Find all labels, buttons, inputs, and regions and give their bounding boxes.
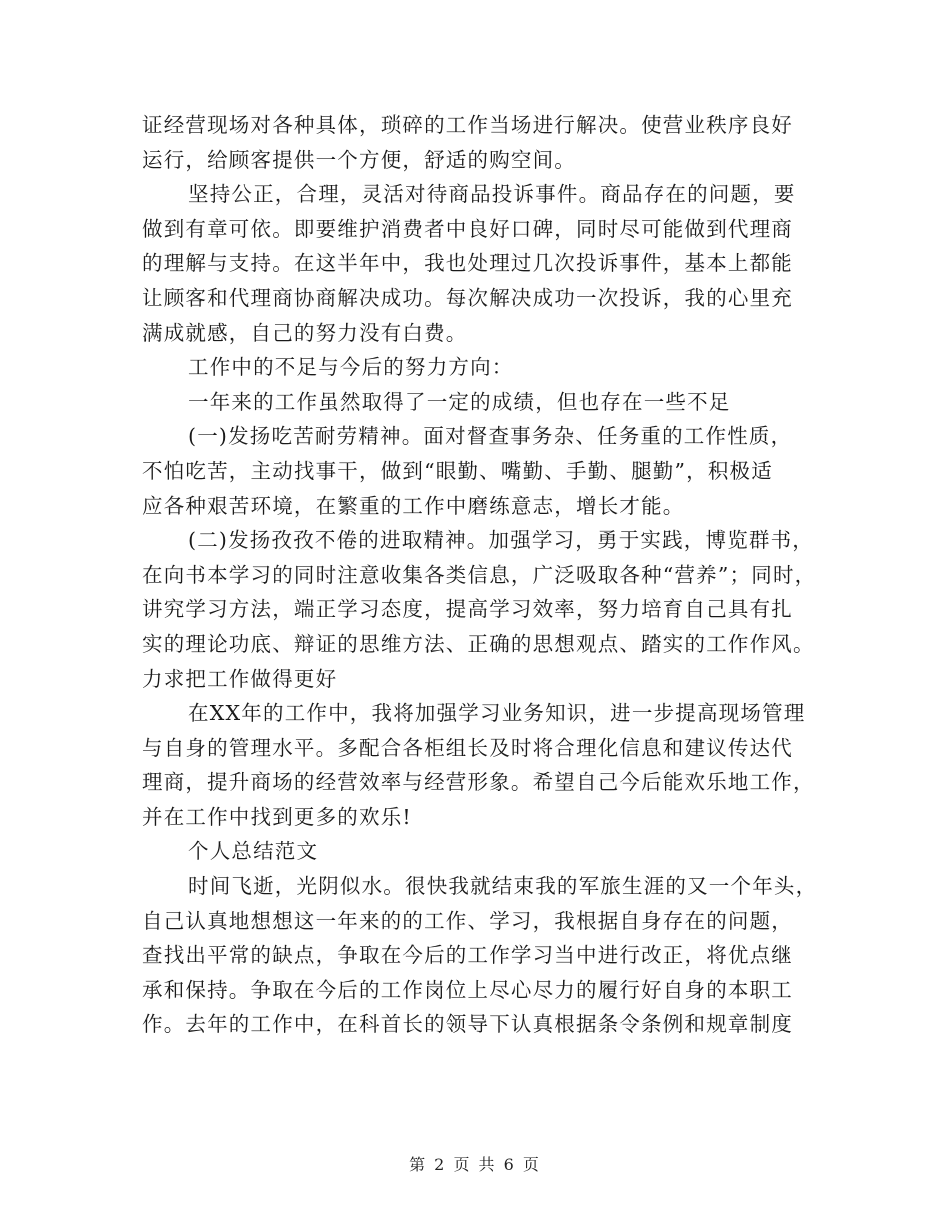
text-line: 不怕吃苦，主动找事干，做到“眼勤、嘴勤、手勤、腿勤”，积极适 bbox=[142, 458, 773, 483]
text-line: 理商，提升商场的经营效率与经营形象。希望自己今后能欢乐地工作， bbox=[142, 770, 815, 795]
text-line: 实的理论功底、辩证的思维方法、正确的思想观点、踏实的工作作风。 bbox=[142, 631, 815, 656]
text-line: 与自身的管理水平。多配合各柜组长及时将合理化信息和建议传达代 bbox=[142, 735, 793, 760]
text-line: 作。去年的工作中，在科首长的领导下认真根据条令条例和规章制度 bbox=[142, 1012, 793, 1037]
text-line: 承和保持。争取在今后的工作岗位上尽心尽力的履行好自身的本职工 bbox=[142, 977, 793, 1002]
text-line: (二)发扬孜孜不倦的进取精神。加强学习，勇于实践，博览群书， bbox=[188, 528, 814, 553]
text-line: 坚持公正，合理，灵活对待商品投诉事件。商品存在的问题，要 bbox=[188, 182, 796, 207]
text-line: 运行，给顾客提供一个方便，舒适的购空间。 bbox=[142, 147, 576, 172]
text-line: 时间飞逝，光阴似水。很快我就结束我的军旅生涯的又一个年头， bbox=[188, 874, 818, 899]
text-line: 做到有章可依。即要维护消费者中良好口碑，同时尽可能做到代理商 bbox=[142, 216, 793, 241]
document-body bbox=[142, 108, 822, 1042]
text-line: 的理解与支持。在这半年中，我也处理过几次投诉事件，基本上都能 bbox=[142, 251, 793, 276]
text-line: 应各种艰苦环境，在繁重的工作中磨练意志，增长才能。 bbox=[142, 493, 685, 518]
page-footer: 第 2 页 共 6 页 bbox=[409, 1155, 541, 1174]
text-line: (一)发扬吃苦耐劳精神。面对督查事务杂、任务重的工作性质， bbox=[188, 424, 793, 449]
text-line: 满成就感，自己的努力没有白费。 bbox=[142, 320, 468, 345]
text-line: 查找出平常的缺点，争取在今后的工作学习当中进行改正，将优点继 bbox=[142, 943, 793, 968]
text-line: 并在工作中找到更多的欢乐! bbox=[142, 804, 412, 829]
text-line: 个人总结范文 bbox=[188, 839, 319, 864]
text-line: 工作中的不足与今后的努力方向： bbox=[188, 355, 514, 380]
text-line: 在向书本学习的同时注意收集各类信息，广泛吸取各种“营养”；同时， bbox=[142, 562, 817, 587]
text-line: 证经营现场对各种具体，琐碎的工作当场进行解决。使营业秩序良好 bbox=[142, 113, 793, 137]
text-line: 一年来的工作虽然取得了一定的成绩，但也存在一些不足 bbox=[188, 389, 731, 414]
text-line: 讲究学习方法，端正学习态度，提高学习效率，努力培育自己具有扎 bbox=[142, 597, 793, 622]
text-line: 力求把工作做得更好 bbox=[142, 666, 338, 691]
text-line: 自己认真地想想这一年来的的工作、学习，我根据自身存在的问题， bbox=[142, 908, 793, 933]
text-line: 让顾客和代理商协商解决成功。每次解决成功一次投诉，我的心里充 bbox=[142, 285, 793, 310]
text-line: 在XX年的工作中，我将加强学习业务知识，进一步提高现场管理 bbox=[188, 701, 806, 726]
